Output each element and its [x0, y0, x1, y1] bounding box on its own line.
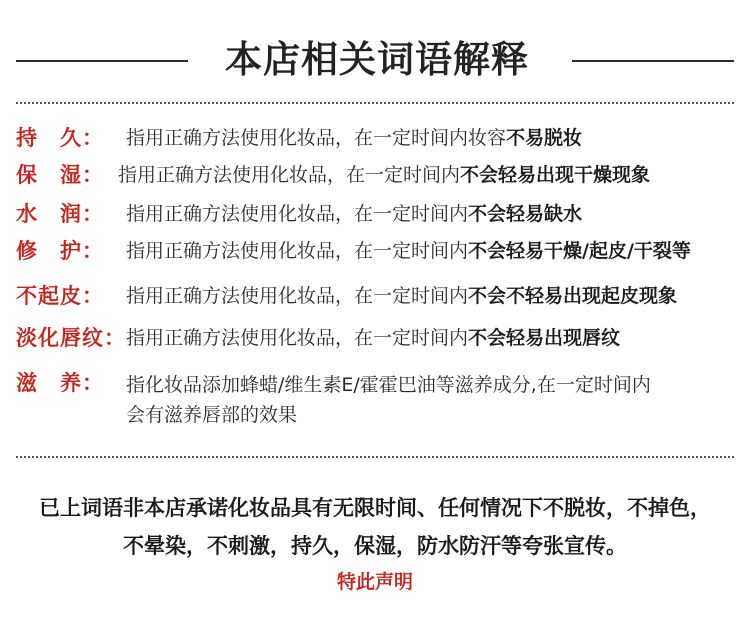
term-description: 指用正确方法使用化妆品，在一定时间内不会轻易出现干燥现象 [118, 164, 651, 186]
dotted-divider-top [16, 102, 734, 104]
term-description: 指用正确方法使用化妆品，在一定时间内不会轻易出现唇纹 [126, 327, 621, 349]
term-label: 水 润： [16, 202, 104, 226]
dotted-divider-bottom [16, 456, 734, 458]
term-description: 指用正确方法使用化妆品，在一定时间内不会轻易干燥/起皮/干裂等 [126, 240, 691, 262]
term-description: 指用正确方法使用化妆品，在一定时间内妆容不易脱妆 [126, 127, 583, 149]
term-description: 指用正确方法使用化妆品，在一定时间内不会不轻易出现起皮现象 [126, 285, 678, 307]
term-label: 淡化唇纹： [16, 326, 126, 350]
term-description: 指用正确方法使用化妆品，在一定时间内不会轻易缺水 [126, 203, 583, 225]
disclaimer-line-2: 不晕染，不刺激，持久，保湿，防水防汗等夸张宣传。 [123, 534, 627, 558]
term-label: 保 湿： [16, 163, 104, 187]
disclaimer-line-1: 已上词语非本店承诺化妆品具有无限时间、任何情况下不脱妆，不掉色， [39, 496, 711, 520]
term-label: 不起皮： [16, 284, 104, 308]
term-label: 持 久： [16, 126, 104, 150]
header [0, 32, 750, 88]
term-label: 修 护： [16, 239, 104, 263]
term-label: 滋 养： [16, 371, 104, 395]
page-title: 本店相关词语解释 [225, 38, 529, 81]
title-divider-right [572, 60, 734, 62]
title-divider-left [16, 60, 188, 62]
term-description: 指化妆品添加蜂蜡/维生素E/霍霍巴油等滋养成分,在一定时间内 会有滋养唇部的效果 [126, 374, 651, 426]
statement-label: 特此声明 [336, 571, 413, 593]
